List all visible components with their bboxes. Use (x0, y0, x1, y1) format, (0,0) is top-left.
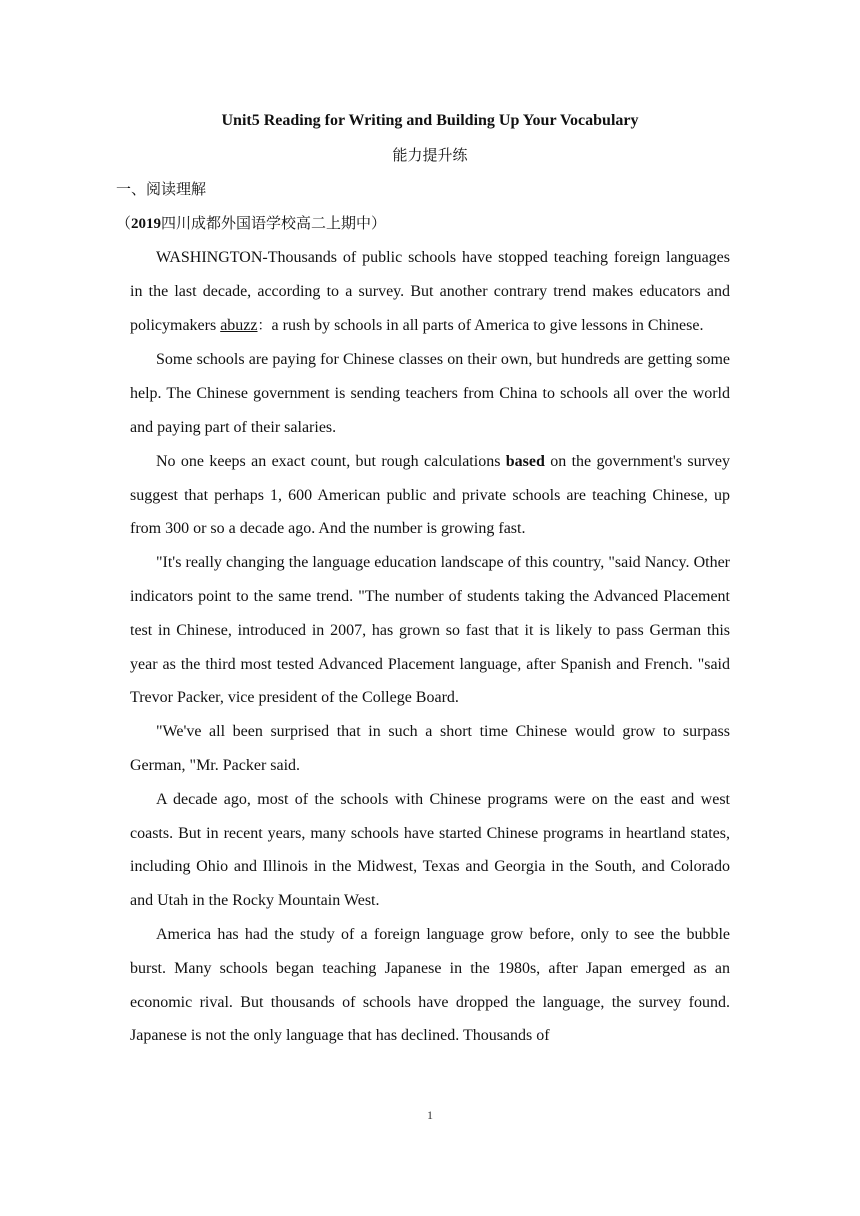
paragraph-2: Some schools are paying for Chinese classes on their own, but hundreds are getting some help. The Chinese government is sending teachers from China to schools all over the world and paying part of their salaries. (130, 351, 730, 436)
paragraph-1 (130, 241, 730, 343)
paragraph-4: "It's really changing the language education landscape of this country, "said Nancy. Other indicators point to the same trend. "The number of students taking the Advanced Placement test in Chinese, introduced in 2007, has grown so fast that it is likely to pass German this year as the third most tested Advanced Placement language, after Spanish and French. "said Trevor Packer, vice president of the College Board. (130, 554, 730, 707)
document-title: Unit5 Reading for Writing and Building Up Your Vocabulary (221, 112, 639, 129)
bold-word-based: based (505, 452, 545, 470)
source-open: （ (116, 214, 132, 232)
paragraph-1-a: WASHINGTON-Thousands of public schools have stopped teaching foreign languages in the last decade, according to a survey. But another contrary trend makes educators and policymakers (130, 249, 730, 334)
document-page (116, 104, 730, 1053)
source-text: 四川成都外国语学校高二上期中） (161, 214, 387, 232)
paragraph-3-a: No one keeps an exact count, but rough calculations (156, 452, 506, 470)
section-heading: 一、阅读理解 (116, 180, 207, 198)
page-number: 1 (427, 1108, 433, 1122)
source-note (116, 206, 730, 241)
paragraph-1-b: a rush by schools in all parts of America to give lessons in Chinese. (271, 316, 704, 334)
paragraph-7: America has had the study of a foreign language grow before, only to see the bubble burst. Many schools began teaching Japanese in the 1980s, after Japan emerged as an economic rival. But thousands of schools have dropped the language, the survey found. Japanese is not the only language that has declined. Thousands of (130, 925, 730, 1045)
paragraph-3-b: on the government's survey suggest that perhaps 1, 600 American public and private schools are teaching Chinese, up from 300 or so a decade ago. And the number is growing fast. (130, 452, 730, 538)
document-subtitle: 能力提升练 (392, 146, 468, 164)
colon: ： (257, 317, 272, 334)
underlined-word-abuzz: abuzz (220, 316, 258, 334)
source-year: 2019 (131, 216, 162, 232)
paragraph-6: A decade ago, most of the schools with Chinese programs were on the east and west coasts. But in recent years, many schools have started Chinese programs in heartland states, including Ohio and Illinois in the Midwest, Texas and Georgia in the South, and Colorado and Utah in the Rocky Mountain West. (130, 790, 730, 910)
paragraph-3 (130, 445, 730, 546)
paragraph-5: "We've all been surprised that in such a short time Chinese would grow to surpass German, "Mr. Packer said. (130, 723, 730, 774)
